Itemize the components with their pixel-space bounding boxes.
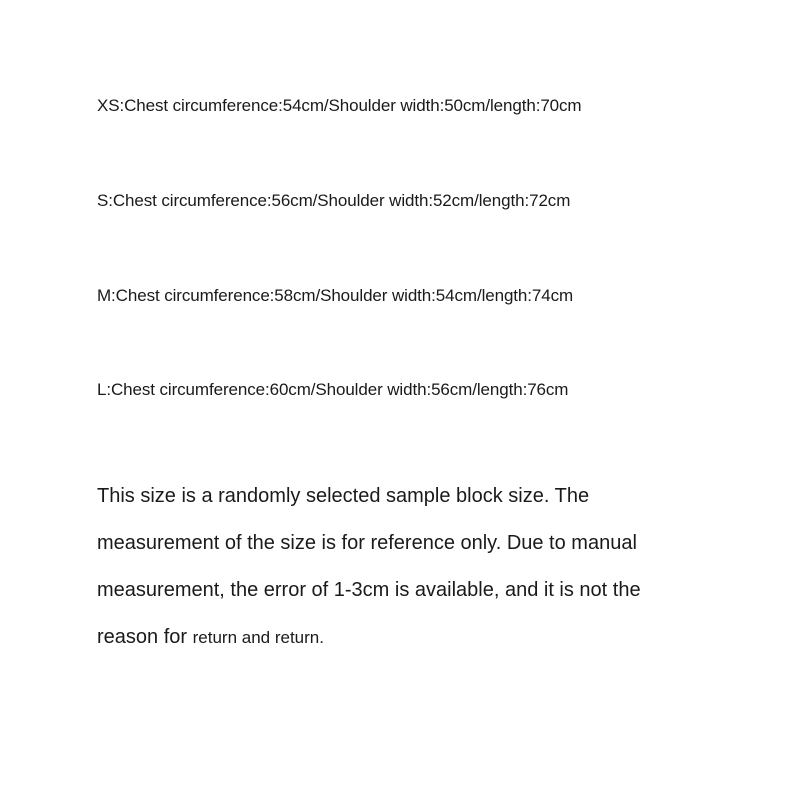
note-line-1: This size is a randomly selected sample block size. The: [97, 485, 590, 507]
note-line-2: measurement of the size is for reference only. Due to manual: [97, 532, 637, 554]
note-line-4-start: reason for: [97, 626, 193, 648]
note-line-4-end: return and return.: [192, 628, 324, 647]
size-xs-line: XS:Chest circumference:54cm/Shoulder width:50cm/length:70cm: [97, 96, 582, 115]
note-line-3: measurement, the error of 1-3cm is available, and it is not the: [97, 579, 641, 601]
size-disclaimer-note: [97, 473, 737, 661]
size-l-line: L:Chest circumference:60cm/Shoulder width:56cm/length:76cm: [97, 380, 569, 399]
size-m-line: M:Chest circumference:58cm/Shoulder width:54cm/length:74cm: [97, 286, 574, 305]
size-s-line: S:Chest circumference:56cm/Shoulder width:52cm/length:72cm: [97, 191, 571, 210]
note-line-4: [97, 614, 737, 661]
